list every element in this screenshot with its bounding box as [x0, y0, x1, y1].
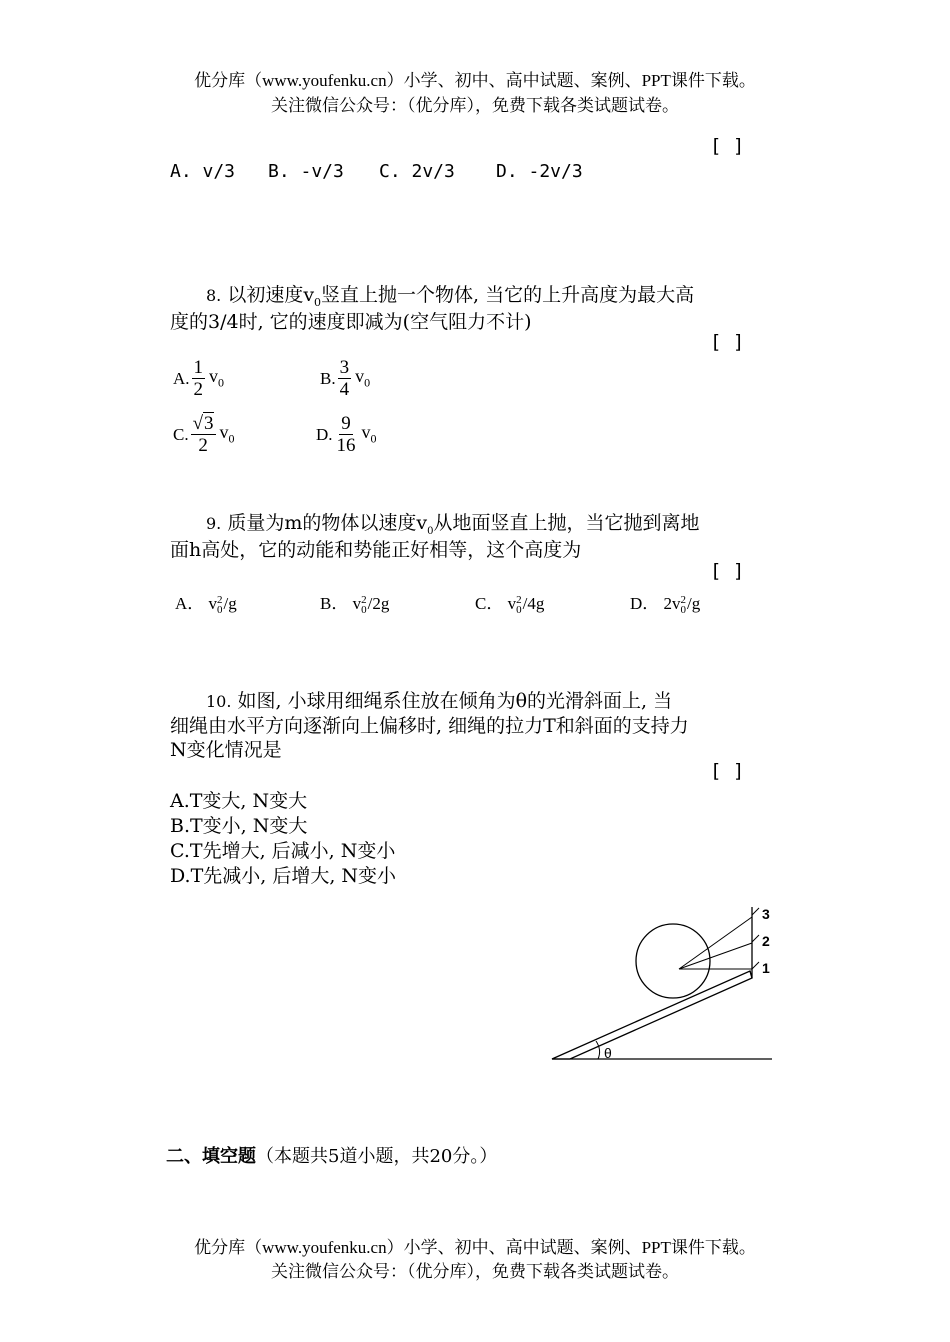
q9-option-d-tail: /g	[687, 594, 701, 613]
q8-option-d-fraction	[335, 413, 358, 456]
header-line-2: 关注微信公众号：（优分库），免费下载各类试题试卷。	[271, 96, 679, 115]
q7-option-a: A. v/3	[170, 161, 236, 182]
q8-option-b	[320, 357, 370, 400]
q8-text-b: 竖直上抛一个物体, 当它的上升高度为最大高	[321, 284, 695, 306]
q8-number: 8.	[206, 286, 222, 305]
q10-option-d: D.T先减小, 后增大, N变小	[170, 865, 397, 887]
q10-figure	[540, 895, 790, 1070]
q8-option-d	[316, 413, 377, 456]
q9-line-2: 面h高处，它的动能和势能正好相等，这个高度为	[170, 539, 582, 561]
q9-option-b-sub: 0	[361, 604, 367, 617]
q9-option-c-label: C．	[475, 594, 504, 613]
q9-option-b-tail: /2g	[367, 594, 390, 613]
q9-option-b	[320, 589, 389, 615]
q8-option-a	[173, 357, 224, 400]
footer-line-2: 关注微信公众号：（优分库），免费下载各类试题试卷。	[271, 1262, 679, 1281]
section-2-note: （本题共5道小题，共20分。）	[256, 1146, 498, 1167]
q8-option-d-den: 16	[336, 435, 356, 456]
q9-option-b-sup: 2	[361, 594, 367, 607]
ball	[636, 924, 710, 998]
q8-option-b-var: v	[355, 366, 365, 387]
q8-sub: 0	[314, 295, 322, 309]
q8-option-d-sub: 0	[370, 431, 377, 446]
q9-option-d-var: v	[672, 594, 681, 613]
q9-option-a-tail: /g	[223, 594, 237, 613]
q8-option-a-sub: 0	[218, 375, 225, 390]
q9-text-a: 质量为m的物体以速度v	[227, 512, 428, 534]
q9-option-b-label: B．	[320, 594, 349, 613]
string-3	[679, 917, 752, 969]
section-2-heading	[166, 1142, 497, 1168]
answer-bracket-q10: [ ]	[710, 760, 745, 782]
q8-option-b-fraction	[338, 357, 352, 400]
string-2	[679, 943, 752, 969]
label-2: 2	[762, 933, 770, 949]
q8-option-d-label: D.	[316, 424, 333, 444]
q9-text-b: 从地面竖直上抛，当它抛到离地	[433, 512, 700, 534]
q8-option-a-den: 2	[193, 379, 204, 400]
q10-text-1: 如图, 小球用细绳系住放在倾角为θ的光滑斜面上, 当	[237, 690, 673, 712]
q9-option-d	[630, 589, 700, 615]
q9-option-a-label: A．	[175, 594, 205, 613]
section-2-title: 二、填空题	[166, 1146, 256, 1167]
q8-option-c-var: v	[219, 422, 229, 443]
label-3: 3	[762, 906, 770, 922]
q8-option-c-fraction	[191, 413, 216, 456]
q7-option-b: B. -v/3	[268, 161, 344, 182]
sqrt-sign: √	[192, 413, 204, 434]
q8-option-b-label: B.	[320, 368, 336, 388]
q9-option-d-coef: 2	[663, 594, 673, 613]
q10-line-2: 细绳由水平方向逐渐向上偏移时, 细绳的拉力T和斜面的支持力	[170, 715, 689, 737]
q8-option-a-var: v	[209, 366, 219, 387]
q10-option-a: A.T变大, N变大	[170, 790, 308, 812]
label-1: 1	[762, 960, 770, 976]
q7-option-d: D. -2v/3	[496, 161, 583, 182]
q8-option-c	[173, 413, 235, 456]
angle-label: θ	[604, 1045, 612, 1061]
q9-option-a-sub: 0	[217, 604, 223, 617]
label-tick-2	[752, 935, 759, 942]
q8-option-a-label: A.	[173, 368, 190, 388]
q8-option-b-den: 4	[339, 379, 350, 400]
q9-option-b-var: v	[352, 594, 362, 613]
header-line-1: 优分库（www.youfenku.cn）小学、初中、高中试题、案例、PPT课件下载。	[194, 71, 756, 90]
q9-option-a-sup: 2	[217, 594, 223, 607]
q9-option-a-var: v	[208, 594, 218, 613]
q9-sub: 0	[427, 525, 434, 537]
q8-option-c-num	[191, 413, 216, 435]
q8-option-a-num: 1	[193, 357, 204, 378]
q9-number: 9.	[206, 514, 222, 533]
q8-option-b-num: 3	[339, 357, 350, 378]
q9-option-c-tail: /4g	[522, 594, 545, 613]
q8-option-c-label: C.	[173, 424, 189, 444]
q8-option-a-fraction	[192, 357, 206, 400]
answer-bracket-q7: [ ]	[710, 135, 745, 157]
q8-option-b-sub: 0	[364, 375, 371, 390]
q10-option-c: C.T先增大, 后减小, N变小	[170, 840, 396, 862]
q10-line-3: N变化情况是	[170, 739, 282, 761]
angle-arc	[596, 1041, 600, 1059]
footer-line-1: 优分库（www.youfenku.cn）小学、初中、高中试题、案例、PPT课件下载。	[194, 1238, 756, 1257]
answer-bracket-q9: [ ]	[710, 560, 745, 582]
q10-option-b: B.T变小, N变大	[170, 815, 308, 837]
incline	[552, 971, 752, 1059]
q10-number: 10.	[206, 692, 232, 711]
q8-option-c-sub: 0	[228, 431, 235, 446]
q9-option-c	[475, 589, 544, 615]
q9-option-a	[175, 589, 237, 615]
q8-line-2: 度的3/4时, 它的速度即减为(空气阻力不计)	[170, 311, 532, 333]
q9-option-c-var: v	[507, 594, 517, 613]
answer-bracket-q8: [ ]	[710, 331, 745, 353]
q8-option-d-num: 9	[341, 413, 351, 434]
sqrt-radicand: 3	[204, 413, 214, 434]
q8-option-c-den: 2	[198, 435, 208, 456]
q8-line-1	[206, 280, 694, 309]
q9-option-c-sub: 0	[516, 604, 522, 617]
q9-option-d-sup: 2	[680, 594, 687, 607]
label-tick-1	[752, 962, 759, 969]
q9-option-d-sub: 0	[680, 604, 687, 617]
label-tick-3	[752, 908, 759, 915]
q8-text-a: 以初速度v	[227, 284, 315, 306]
q9-option-d-label: D．	[630, 594, 660, 613]
q10-line-1	[206, 686, 672, 713]
q8-option-d-var: v	[361, 422, 371, 443]
q9-line-1	[206, 508, 699, 537]
q7-option-c: C. 2v/3	[379, 161, 455, 182]
q9-option-c-sup: 2	[516, 594, 522, 607]
